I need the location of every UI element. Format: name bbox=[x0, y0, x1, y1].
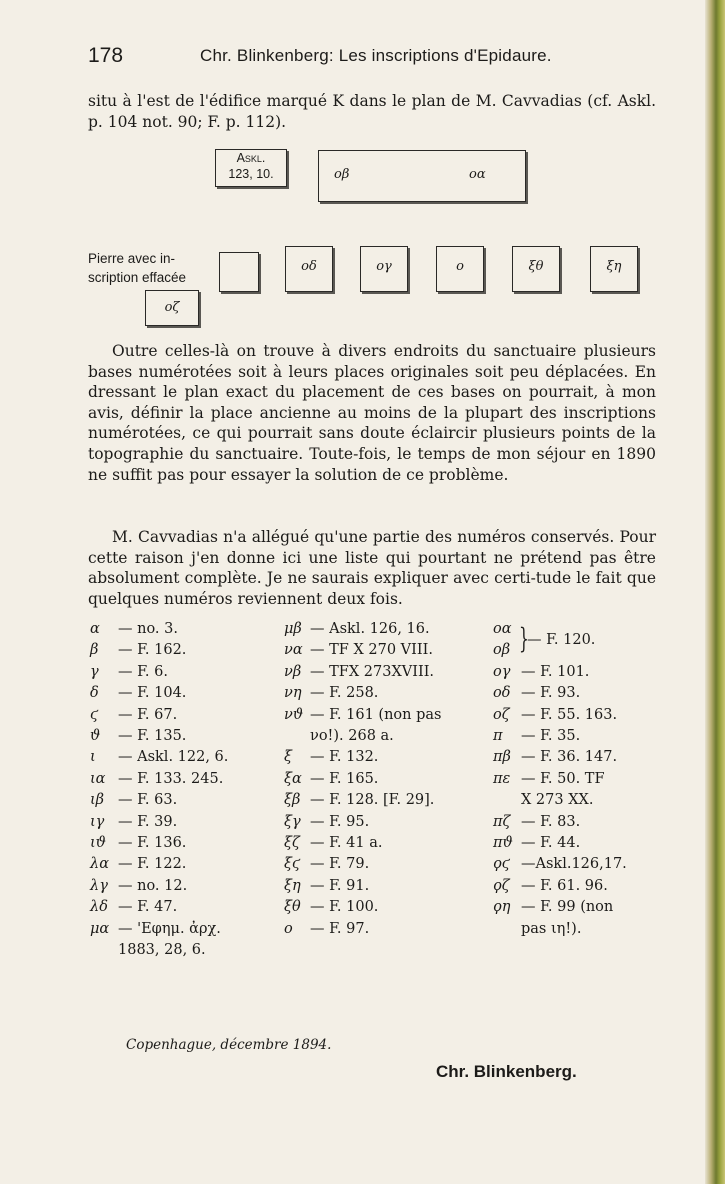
list-key: β bbox=[90, 642, 99, 659]
list-item bbox=[493, 833, 627, 854]
list-key: ϙη bbox=[493, 899, 511, 916]
list-value: — F. 44. bbox=[521, 835, 581, 852]
list-item bbox=[284, 833, 441, 854]
list-value: 1883, 28, 6. bbox=[118, 942, 206, 959]
list-value: — F. 128. [F. 29]. bbox=[310, 792, 435, 809]
base-box-1 bbox=[285, 246, 333, 292]
list-key: ξη bbox=[284, 877, 301, 894]
list-key: οδ bbox=[493, 685, 511, 702]
list-key: ογ bbox=[493, 663, 511, 680]
list-item bbox=[284, 769, 441, 790]
list-value: — F. 162. bbox=[118, 642, 187, 659]
list-key: ιβ bbox=[90, 792, 105, 809]
list-key: ι bbox=[90, 749, 96, 766]
list-item bbox=[493, 747, 627, 768]
page-edge bbox=[705, 0, 725, 1184]
list-item bbox=[493, 726, 627, 747]
list-value: — Askl. 122, 6. bbox=[118, 749, 229, 766]
list-value: — Askl. 126, 16. bbox=[310, 621, 430, 637]
running-title: Chr. Blinkenberg: Les inscriptions d'Epidaure. bbox=[200, 46, 552, 65]
list-value: — F. 258. bbox=[310, 685, 379, 702]
list-value: — F. 100. bbox=[310, 899, 379, 916]
list-value: — F. 47. bbox=[118, 899, 178, 916]
list-value: — F. 97. bbox=[310, 920, 370, 937]
list-key: ξα bbox=[284, 770, 302, 787]
list-key: πε bbox=[493, 770, 511, 787]
page-number: 178 bbox=[88, 44, 124, 67]
brace-icon: } bbox=[519, 622, 529, 655]
askl-box-line2: 123, 10. bbox=[228, 167, 274, 181]
base-box-3 bbox=[436, 246, 484, 292]
list-item bbox=[90, 726, 228, 747]
list-key: ϙζ bbox=[493, 877, 510, 894]
list-item bbox=[493, 897, 627, 918]
list-key: νϑ bbox=[284, 706, 304, 723]
top-left-label: οβ bbox=[334, 167, 350, 182]
list-value: — F. 135. bbox=[118, 728, 187, 745]
base-box-4 bbox=[512, 246, 560, 292]
list-value: X 273 XX. bbox=[521, 792, 594, 809]
list-item bbox=[284, 812, 441, 833]
list-item bbox=[493, 705, 627, 726]
base-box-5 bbox=[590, 246, 638, 292]
list-value: — F. 63. bbox=[118, 792, 178, 809]
list-key: μβ bbox=[284, 621, 302, 637]
list-item bbox=[493, 812, 627, 833]
list-key: α bbox=[90, 621, 100, 637]
list-item bbox=[284, 662, 441, 683]
list-value: — F. 132. bbox=[310, 749, 379, 766]
list-item bbox=[284, 726, 441, 747]
askl-box bbox=[215, 149, 287, 187]
list-key: πβ bbox=[493, 749, 511, 766]
list-column-2 bbox=[284, 619, 441, 940]
list-value: — F. 95. bbox=[310, 813, 370, 830]
paragraph-2: Outre celles-là on trouve à divers endroits du sanctuaire plusieurs bases numérotées soit à leurs places originales soit peu déplacées. En dressant le plan exact du placement de ces bases on pourrait, à mon avis, définir la place ancienne au moins de la plupart des inscriptions numérotées, ce qui pourrait sans doute éclaircir plusieurs points de la topographie du sanctuaire. Toute-fois, le temps de mon séjour en 1890 ne suffit pas pour essayer la solution de ce problème. bbox=[88, 342, 656, 484]
list-item bbox=[90, 662, 228, 683]
base-label-2: ογ bbox=[376, 259, 392, 274]
dateline: Copenhague, décembre 1894. bbox=[126, 1037, 332, 1053]
list-key: οβ bbox=[493, 642, 511, 659]
effaced-stone-label bbox=[88, 249, 186, 287]
list-item bbox=[90, 919, 228, 940]
list-item bbox=[90, 683, 228, 704]
list-value: — F. 104. bbox=[118, 685, 187, 702]
list-key: γ bbox=[90, 663, 99, 680]
list-value: — F. 93. bbox=[521, 685, 581, 702]
list-item bbox=[90, 812, 228, 833]
list-value: — F. 99 (non bbox=[521, 899, 614, 916]
list-key: ξ bbox=[284, 749, 292, 766]
list-value: — TFX 273XVIII. bbox=[310, 663, 435, 680]
list-key: ξγ bbox=[284, 813, 301, 830]
list-item bbox=[90, 876, 228, 897]
list-key: ϙϛ bbox=[493, 856, 510, 873]
list-item bbox=[493, 790, 627, 811]
effaced-base-box bbox=[219, 252, 259, 292]
list-value: — F. 39. bbox=[118, 813, 178, 830]
list-item bbox=[90, 705, 228, 726]
list-item bbox=[284, 705, 441, 726]
list-item bbox=[284, 790, 441, 811]
list-item bbox=[90, 897, 228, 918]
base-label-1: οδ bbox=[301, 259, 317, 274]
list-item bbox=[493, 619, 627, 662]
pierre-line1: Pierre avec in- bbox=[88, 251, 176, 266]
list-value: — F. 165. bbox=[310, 770, 379, 787]
base-label-5: ξη bbox=[606, 259, 622, 274]
list-key: ιϑ bbox=[90, 835, 107, 852]
bottom-base-box bbox=[145, 290, 199, 326]
list-value: — F. 101. bbox=[521, 663, 590, 680]
list-value: — no. 12. bbox=[118, 877, 188, 894]
list-item bbox=[284, 640, 441, 661]
list-key: π bbox=[493, 728, 503, 745]
list-key: ο bbox=[284, 920, 293, 937]
list-key: ια bbox=[90, 770, 106, 787]
base-label-4: ξθ bbox=[528, 259, 544, 274]
list-value: — no. 3. bbox=[118, 621, 178, 637]
list-value: — F. 79. bbox=[310, 856, 370, 873]
list-key: μα bbox=[90, 920, 110, 937]
paragraph-1: situ à l'est de l'édifice marqué K dans le plan de M. Cavvadias (cf. Askl. p. 104 not. 90; F. p. 112). bbox=[88, 92, 656, 131]
list-column-3-rest bbox=[493, 662, 627, 940]
list-key: λα bbox=[90, 856, 109, 873]
list-item bbox=[284, 919, 441, 940]
list-key: νβ bbox=[284, 663, 302, 680]
list-item bbox=[284, 897, 441, 918]
list-value: — F. 50. TF bbox=[521, 770, 605, 787]
list-value: — F. 161 (non pas bbox=[310, 706, 442, 723]
list-key: ιγ bbox=[90, 813, 105, 830]
list-value: — F. 61. 96. bbox=[521, 877, 608, 894]
list-item bbox=[493, 854, 627, 875]
askl-box-line1: Askl. bbox=[236, 151, 266, 165]
signature: Chr. Blinkenberg. bbox=[436, 1062, 577, 1081]
list-item bbox=[90, 769, 228, 790]
list-item bbox=[90, 619, 228, 640]
list-key: νη bbox=[284, 685, 302, 702]
list-key: να bbox=[284, 642, 303, 659]
list-value: — F. 36. 147. bbox=[521, 749, 618, 766]
list-key: πϑ bbox=[493, 835, 513, 852]
list-key: λδ bbox=[90, 899, 108, 916]
list-value: — F. 67. bbox=[118, 706, 178, 723]
list-item bbox=[90, 790, 228, 811]
list-item bbox=[90, 640, 228, 661]
list-key: οζ bbox=[493, 706, 510, 723]
list-item bbox=[493, 683, 627, 704]
list-value: — F. 133. 245. bbox=[118, 770, 224, 787]
bottom-label: οζ bbox=[164, 300, 180, 315]
list-key: ϛ bbox=[90, 706, 99, 723]
base-label-3: ο bbox=[456, 259, 464, 274]
list-item bbox=[90, 854, 228, 875]
list-key: ξζ bbox=[284, 835, 300, 852]
top-wide-box bbox=[318, 150, 526, 202]
list-key: δ bbox=[90, 685, 99, 702]
list-item bbox=[284, 854, 441, 875]
list-value: — F. 136. bbox=[118, 835, 187, 852]
list-column-3 bbox=[493, 619, 627, 940]
list-value: νο!). 268 a. bbox=[310, 728, 394, 745]
list-value: — TF X 270 VIII. bbox=[310, 642, 433, 659]
list-key: λγ bbox=[90, 877, 108, 894]
list-key: ξθ bbox=[284, 899, 301, 916]
list-value: — F. 91. bbox=[310, 877, 370, 894]
page-header bbox=[88, 44, 658, 74]
list-value: — F. 122. bbox=[118, 856, 187, 873]
list-item bbox=[284, 747, 441, 768]
base-box-2 bbox=[360, 246, 408, 292]
list-item bbox=[493, 662, 627, 683]
list-value: — F. 120. bbox=[527, 631, 596, 648]
list-item bbox=[493, 769, 627, 790]
list-item bbox=[90, 940, 228, 961]
list-value: — F. 55. 163. bbox=[521, 706, 618, 723]
paragraph-3: M. Cavvadias n'a allégué qu'une partie des numéros conservés. Pour cette raison j'en donne ici une liste qui pourtant ne prétend pas être absolument complète. Je ne saurais expliquer avec certi-tude le fait que quelques numéros reviennent deux fois. bbox=[88, 528, 656, 608]
list-key: ξβ bbox=[284, 792, 301, 809]
list-item bbox=[493, 919, 627, 940]
list-item bbox=[90, 747, 228, 768]
list-value: — F. 35. bbox=[521, 728, 581, 745]
list-value: — F. 83. bbox=[521, 813, 581, 830]
top-right-label: οα bbox=[469, 167, 486, 182]
list-item bbox=[493, 876, 627, 897]
list-key: ϑ bbox=[90, 728, 101, 745]
list-item bbox=[284, 876, 441, 897]
list-item bbox=[90, 833, 228, 854]
list-key: ξϛ bbox=[284, 856, 301, 873]
list-column-1 bbox=[90, 619, 228, 962]
list-key: οα bbox=[493, 621, 512, 637]
list-value: — F. 41 a. bbox=[310, 835, 383, 852]
pierre-line2: scription effacée bbox=[88, 270, 187, 285]
list-value: —Askl.126,17. bbox=[521, 856, 627, 873]
list-value: — 'Εφημ. ἀρχ. bbox=[118, 920, 221, 937]
list-item bbox=[284, 683, 441, 704]
list-value: pas ιη!). bbox=[521, 920, 582, 937]
list-key: πζ bbox=[493, 813, 511, 830]
list-item bbox=[284, 619, 441, 640]
list-value: — F. 6. bbox=[118, 663, 168, 680]
